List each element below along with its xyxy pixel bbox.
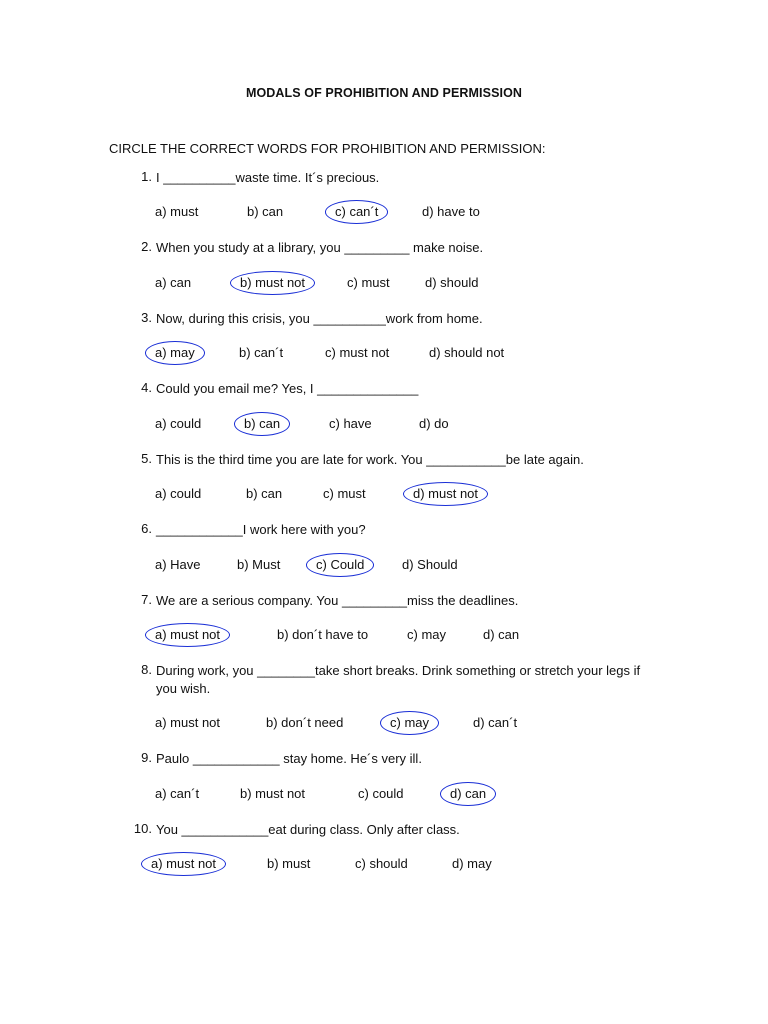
answer-option[interactable]: b) don´t have to [277, 627, 369, 642]
answer-option[interactable]: c) should [355, 856, 408, 871]
answer-option[interactable]: a) could [155, 486, 202, 501]
answer-option[interactable]: d) Should [402, 557, 458, 572]
answer-option-circled[interactable]: c) may [390, 715, 429, 730]
answer-option[interactable]: d) do [419, 416, 449, 431]
answer-option[interactable]: c) could [358, 786, 404, 801]
answer-option-circled[interactable]: b) must not [240, 275, 306, 290]
question-text: I __________waste time. It´s precious. [156, 170, 380, 185]
question-text: This is the third time you are late for work. You ___________be late again. [156, 452, 584, 467]
question-text: Now, during this crisis, you __________work from home. [156, 311, 483, 326]
question-text: We are a serious company. You _________miss the deadlines. [156, 593, 519, 608]
question-number: 10. [133, 821, 152, 836]
answer-options [132, 627, 692, 647]
answer-option[interactable]: a) could [155, 416, 202, 431]
answer-option[interactable]: a) must [155, 204, 199, 219]
answer-option[interactable]: c) may [407, 627, 446, 642]
answer-options [132, 345, 692, 365]
question-text: When you study at a library, you _________ make noise. [156, 240, 484, 255]
question-number: 1. [141, 169, 152, 184]
answer-option[interactable]: b) can [246, 486, 283, 501]
question-number: 3. [141, 310, 152, 325]
answer-option-circled[interactable]: c) Could [316, 557, 365, 572]
question-number: 4. [141, 380, 152, 395]
question-number: 2. [141, 239, 152, 254]
answer-options [132, 715, 692, 735]
answer-option[interactable]: a) Have [155, 557, 201, 572]
answer-option[interactable]: a) must not [155, 715, 221, 730]
answer-option-circled[interactable]: b) can [244, 416, 281, 431]
answer-option[interactable]: c) must [347, 275, 390, 290]
answer-option[interactable]: d) have to [422, 204, 480, 219]
question-text: You ____________eat during class. Only after class. [156, 822, 460, 837]
answer-option-circled[interactable]: d) can [450, 786, 487, 801]
answer-option[interactable]: d) should not [429, 345, 505, 360]
answer-option-circled[interactable]: c) can´t [335, 204, 379, 219]
question-number: 6. [141, 521, 152, 536]
answer-option[interactable]: c) must [323, 486, 366, 501]
answer-options [132, 204, 692, 224]
answer-option[interactable]: c) have [329, 416, 372, 431]
answer-option[interactable]: b) don´t need [266, 715, 344, 730]
question-number: 9. [141, 750, 152, 765]
question-number: 8. [141, 662, 152, 677]
answer-option[interactable]: b) can´t [239, 345, 284, 360]
answer-options [132, 486, 692, 506]
worksheet-title: MODALS OF PROHIBITION AND PERMISSION [245, 86, 523, 100]
answer-option[interactable]: c) must not [325, 345, 390, 360]
answer-option-circled[interactable]: a) must not [151, 856, 217, 871]
answer-options [132, 557, 692, 577]
answer-option[interactable]: d) can [483, 627, 520, 642]
answer-option[interactable]: d) should [425, 275, 479, 290]
answer-option-circled[interactable]: a) must not [155, 627, 221, 642]
answer-options [132, 275, 692, 295]
answer-option[interactable]: d) can´t [473, 715, 518, 730]
question-text: Could you email me? Yes, I ______________ [156, 381, 419, 396]
question-text: During work, you ________take short breaks. Drink something or stretch your legs if you wish. [156, 663, 641, 696]
answer-option[interactable]: b) can [247, 204, 284, 219]
answer-options [132, 856, 692, 876]
answer-option[interactable]: b) must not [240, 786, 306, 801]
answer-option-circled[interactable]: a) may [155, 345, 195, 360]
answer-options [132, 786, 692, 806]
question-text: Paulo ____________ stay home. He´s very ill. [156, 751, 422, 766]
answer-options [132, 416, 692, 436]
answer-option[interactable]: b) Must [237, 557, 281, 572]
answer-option-circled[interactable]: d) must not [413, 486, 479, 501]
question-number: 5. [141, 451, 152, 466]
answer-option[interactable]: a) can [155, 275, 192, 290]
answer-option[interactable]: b) must [267, 856, 311, 871]
worksheet-instruction: CIRCLE THE CORRECT WORDS FOR PROHIBITION AND PERMISSION: [109, 141, 546, 156]
answer-option[interactable]: a) can´t [155, 786, 200, 801]
answer-option[interactable]: d) may [452, 856, 492, 871]
question-number: 7. [141, 592, 152, 607]
question-text: ____________I work here with you? [156, 522, 366, 537]
